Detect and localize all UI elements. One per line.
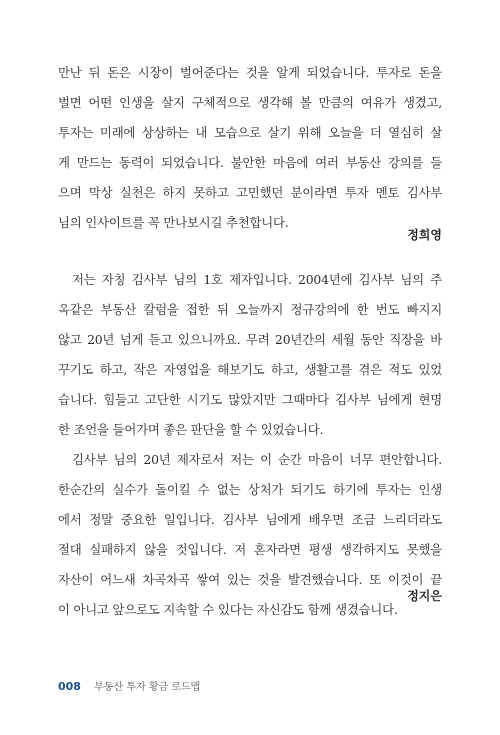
text-line: 한순간의 실수가 돌이킬 수 없는 상처가 되기도 하기에 투자는 인생: [58, 482, 442, 497]
author-signature: 정지은: [407, 589, 442, 603]
author-signature: 정희영: [407, 228, 442, 242]
text-line: 절대 실패하지 않을 것입니다. 저 혼자라면 평생 생각하지도 못했을: [58, 542, 442, 557]
text-line: 자산이 어느새 차곡차곡 쌓여 있는 것을 발견했습니다. 또 이것이 끝: [58, 572, 442, 587]
text-line: 투자는 미래에 상상하는 내 모습으로 살기 위해 오늘을 더 열심히 살: [58, 125, 442, 140]
text-line: 에서 정말 중요한 일입니다. 김사부 님에게 배우면 조금 느리더라도: [58, 512, 442, 527]
text-line: 님의 인사이트를 꼭 만나보시길 추천합니다.: [58, 215, 289, 230]
text-line: 만난 뒤 돈은 시장이 벌어준다는 것을 알게 되었습니다. 투자로 돈을: [58, 65, 442, 80]
text-line: 벌면 어떤 인생을 살지 구체적으로 생각해 볼 만큼의 여유가 생겼고,: [58, 95, 442, 110]
book-title: 부동산 투자 황금 로드맵: [94, 682, 201, 693]
text-line: 꾸기도 하고, 작은 자영업을 해보기도 하고, 생활고를 겪은 적도 있었: [58, 362, 442, 377]
text-line: 옥같은 부동산 칼럼을 접한 뒤 오늘까지 정규강의에 한 번도 빠지지: [58, 302, 442, 317]
text-line: 습니다. 힘들고 고단한 시기도 많았지만 그때마다 김사부 님에게 현명: [58, 392, 442, 407]
page-number: 008: [58, 680, 81, 693]
text-line: 이 아니고 앞으로도 지속할 수 있다는 자신감도 함께 생겼습니다.: [58, 602, 398, 617]
page-footer: [58, 678, 200, 693]
text-line: 한 조언을 들어가며 좋은 판단을 할 수 있었습니다.: [58, 422, 324, 437]
text-line: 게 만드는 동력이 되었습니다. 불안한 마음에 여러 부동산 강의를 들: [58, 155, 442, 170]
text-line: 저는 자칭 김사부 님의 1호 제자입니다. 2004년에 김사부 님의 주: [72, 272, 442, 287]
text-line: 으며 막상 실천은 하지 못하고 고민했던 분이라면 투자 멘토 김사부: [58, 185, 442, 200]
text-line: 않고 20년 넘게 듣고 있으니까요. 무려 20년간의 세월 동안 직장을 바: [58, 332, 442, 347]
text-line: 김사부 님의 20년 제자로서 저는 이 순간 마음이 너무 편안합니다.: [72, 452, 442, 467]
